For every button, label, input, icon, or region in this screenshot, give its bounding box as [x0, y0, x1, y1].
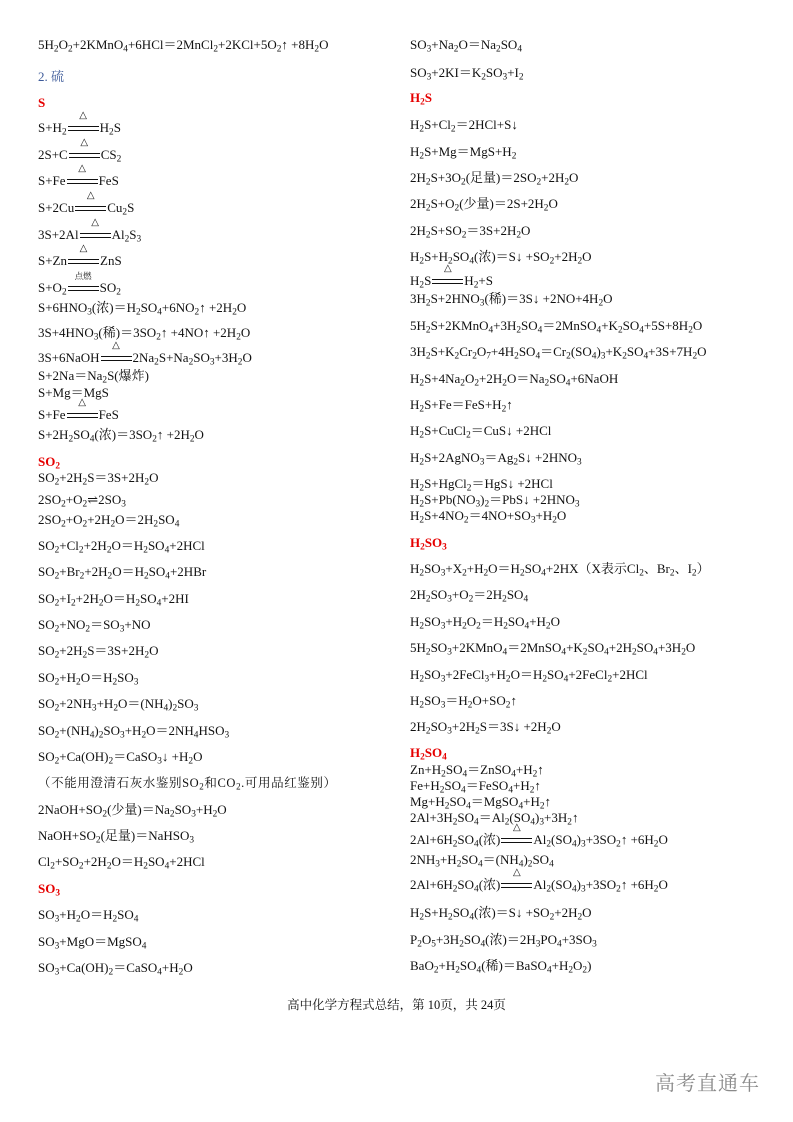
equation: $H_2S+4Na_2O_2+2H_2O=Na_2SO_4+6NaOH$ [410, 371, 619, 389]
reactants: $S+H_2$ [38, 120, 67, 138]
conditional-equation [410, 263, 493, 291]
reaction-condition-label: △ [78, 163, 86, 174]
watermark-text: 高考直通车 [655, 1071, 760, 1095]
conditional-equation [38, 340, 252, 368]
reactants: $H_2S$ [410, 273, 432, 291]
equation: $H_2S+CuCl_2=CuS↓ +2HCl$ [410, 423, 552, 441]
equation: $H_2S+2AgNO_3=Ag_2S↓ +2HNO_3$ [410, 450, 582, 468]
equation: $3H_2S+2HNO_3$(稀)＝3S↓ $+2NO+4H_2O$ [410, 291, 613, 309]
page-footer: 高中化学方程式总结，第 10页，共 24页 [287, 998, 506, 1012]
section-heading: $H_2SO_4$ [410, 745, 447, 763]
reaction-condition-label: △ [513, 822, 521, 833]
equation: $3H_2S+K_2Cr_2O_7+4H_2SO_4=Cr_2(SO_4)_3+K_2SO_4+3S+7H_2O$ [410, 344, 707, 362]
equation: $Mg+H_2SO_4=MgSO_4+H_2↑$ [410, 794, 552, 812]
reaction-condition-label: △ [443, 263, 452, 274]
double-line-sign [68, 286, 99, 291]
double-line-sign [67, 179, 98, 184]
reactants: 2S+C [38, 147, 68, 162]
equation: $H_2S+Mg=MgS+H_2$ [410, 144, 517, 162]
reactants: S+2Cu [38, 200, 75, 215]
products: $SO_2$ [99, 280, 121, 298]
equation: $2H_2S+3O_2$(足量)$=2SO_2+2H_2O$ [410, 170, 579, 188]
equation: $Cl_2+SO_2+2H_2O=H_2SO_4+2HCl$ [38, 854, 205, 872]
conditional-equation [38, 271, 121, 298]
equation: $2SO_2+O_2\rightleftharpoons 2SO_3$ [38, 492, 126, 510]
equation: $5H_2SO_3+2KMnO_4=2MnSO_4+K_2SO_4+2H_2SO_4+3H_2O$ [410, 640, 696, 658]
double-line-sign [68, 126, 99, 131]
reaction-condition-sign [68, 110, 99, 136]
equation: $S+6HNO_3$(浓)$=H_2SO_4+6NO_2↑ +2H_2O$ [38, 300, 247, 318]
equation: S+Mg＝MgS [38, 385, 109, 400]
double-line-sign [80, 233, 111, 238]
equation: $SO_3+2KI=K_2SO_3+I_2$ [410, 65, 524, 83]
double-line-sign [75, 206, 106, 211]
section-heading: $SO_2$ [38, 454, 61, 472]
reactants: 3S+6NaOH [38, 350, 100, 365]
equation: $SO_2+(NH_4)_2SO_3+H_2O=2NH_4HSO_3$ [38, 723, 230, 741]
reactants: 3S+2Al [38, 227, 79, 242]
conditional-equation [38, 243, 122, 269]
double-line-sign [69, 153, 100, 158]
conditional-equation [410, 822, 668, 850]
equation: $2H_2S+O_2$(少量)$=2S+2H_2O$ [410, 196, 558, 214]
double-line-sign [501, 838, 532, 843]
equation: $H_2S+H_2SO_4$(浓)＝S↓ $+SO_2+2H_2O$ [410, 905, 592, 923]
products: $H_2S$ [99, 120, 121, 138]
reactants: S+Fe [38, 173, 66, 188]
equation: $H_2SO_3=H_2O+SO_2↑$ [410, 693, 517, 711]
double-line-sign [101, 356, 132, 361]
conditional-equation [410, 867, 668, 895]
equation: $SO_2+2NH_3+H_2O=(NH_4)_2SO_3$ [38, 696, 199, 714]
reactants: $2Al+6H_2SO_4$(浓) [410, 832, 501, 850]
equation: $2Al+3H_2SO_4=Al_2(SO_4)_3+3H_2↑$ [410, 810, 579, 828]
conditional-equation [38, 397, 119, 423]
equation: $SO_3+MgO=MgSO_4$ [38, 934, 147, 952]
equation: $H_2S+Cl_2=2HCl+S↓$ [410, 117, 518, 135]
products: $Al_2S_3$ [111, 227, 142, 245]
products: $Cu_2S$ [107, 200, 135, 218]
equation: $5H_2S+2KMnO_4+3H_2SO_4=2MnSO_4+K_2SO_4+5S+8H_2O$ [410, 318, 703, 336]
reaction-condition-sign [67, 397, 98, 423]
equation: $SO_2+NO_2=SO_3+NO$ [38, 617, 151, 635]
note-text: （不能用澄清石灰水鉴别$SO_2$和$CO_2$.可用品红鉴别） [38, 776, 337, 792]
equation: $SO_2+2H_2S=3S+2H_2O$ [38, 643, 159, 661]
reaction-condition-sign [68, 243, 99, 269]
equation: $H_2SO_3+X_2+H_2O=H_2SO_4+2HX(X$表示$Cl_2$、$Br_2$、$I_2$） [410, 561, 710, 579]
equation: $SO_3+Ca(OH)_2=CaSO_4+H_2O$ [38, 960, 193, 978]
conditional-equation [38, 110, 121, 138]
reaction-condition-sign [67, 163, 98, 189]
equation: $NaOH+SO_2$(足量)＝NaHSO$_3$ [38, 828, 195, 846]
reactants: $S+O_2$ [38, 280, 67, 298]
section-heading: $H_2S$ [410, 90, 433, 108]
products: FeS [98, 173, 119, 188]
reaction-condition-sign [501, 822, 532, 848]
equation: $2H_2SO_3+2H_2S=3S↓ +2H_2O$ [410, 719, 561, 737]
equation: $SO_2+Cl_2+2H_2O=H_2SO_4+2HCl$ [38, 538, 205, 556]
equation: $H_2SO_3+2FeCl_3+H_2O=H_2SO_4+2FeCl_2+2HCl$ [410, 667, 648, 685]
equation: $2H_2S+SO_2=3S+2H_2O$ [410, 223, 531, 241]
equation: $BaO_2+H_2SO_4$(稀)$=BaSO_4+H_2O_2$) [410, 958, 592, 976]
equation: $SO_2+Br_2+2H_2O=H_2SO_4+2HBr$ [38, 564, 207, 582]
section-heading: S [38, 95, 46, 110]
equation: $S+2Na=Na_2S$(爆炸) [38, 368, 149, 386]
double-line-sign [432, 279, 463, 284]
equation: $3S+4HNO_3$(稀)$=3SO_2↑$ +4NO↑ $+2H_2O$ [38, 325, 251, 343]
double-line-sign [68, 259, 99, 264]
equation: $H_2S+H_2SO_4$(浓)＝S↓ $+SO_2+2H_2O$ [410, 249, 592, 267]
conditional-equation [38, 190, 135, 218]
equation: $Fe+H_2SO_4=FeSO_4+H_2↑$ [410, 778, 541, 796]
reaction-condition-sign [75, 190, 106, 216]
reaction-condition-sign [101, 340, 132, 366]
reaction-condition-label: △ [78, 397, 86, 408]
reaction-condition-sign [80, 217, 111, 243]
reactants: S+Zn [38, 253, 68, 268]
equation: $2H_2SO_3+O_2=2H_2SO_4$ [410, 587, 529, 605]
products: FeS [98, 407, 119, 422]
double-line-sign [67, 413, 98, 418]
reaction-condition-label: △ [513, 867, 521, 878]
reaction-condition-label: △ [79, 110, 87, 121]
reaction-condition-label: 点燃 [74, 271, 92, 281]
double-line-sign [501, 883, 532, 888]
chapter-title: 2. 硫 [38, 69, 65, 84]
conditional-equation [38, 163, 119, 189]
products: $H_2+S$ [464, 273, 493, 291]
conditional-equation [38, 217, 142, 245]
products: $2Na_2S+Na_2SO_3+3H_2O$ [132, 350, 252, 368]
conditional-equation [38, 137, 122, 165]
left-column [38, 0, 398, 990]
equation: $SO_2+H_2O=H_2SO_3$ [38, 670, 139, 688]
reaction-condition-sign [501, 867, 532, 893]
equation: $H_2SO_3+H_2O_2=H_2SO_4+H_2O$ [410, 614, 560, 632]
equation: $H_2S+Pb(NO_3)_2=PbS↓ +2HNO_3$ [410, 492, 580, 510]
products: ZnS [100, 253, 122, 268]
section-heading: $SO_3$ [38, 881, 61, 899]
equation: $SO_3+H_2O=H_2SO_4$ [38, 907, 139, 925]
equation: $Zn+H_2SO_4=ZnSO_4+H_2↑$ [410, 762, 544, 780]
equation: $2SO_2+O_2+2H_2O=2H_2SO_4$ [38, 512, 180, 530]
reaction-condition-label: △ [80, 137, 89, 148]
equation: $H_2S+HgCl_2=HgS↓ +2HCl$ [410, 476, 553, 494]
equation: $2NaOH+SO_2$(少量)$=Na_2SO_3+H_2O$ [38, 802, 227, 820]
products: $Al_2(SO_4)_3+3SO_2↑ +6H_2O$ [533, 832, 668, 850]
products: $Al_2(SO_4)_3+3SO_2↑ +6H_2O$ [533, 877, 668, 895]
reaction-condition-sign [68, 271, 99, 296]
equation: $P_2O_5+3H_2SO_4$(浓)$=2H_3PO_4+3SO_3$ [410, 932, 597, 950]
equation: $SO_2+2H_2S=3S+2H_2O$ [38, 470, 159, 488]
reactants: S+Fe [38, 407, 66, 422]
reaction-condition-sign [69, 137, 100, 163]
reaction-condition-label: △ [79, 243, 88, 254]
reaction-condition-sign [432, 263, 463, 289]
equation: $SO_2+Ca(OH)_2=CaSO_3↓ +H_2O$ [38, 749, 203, 767]
reaction-condition-label: △ [91, 217, 99, 228]
right-column [410, 0, 780, 990]
reaction-condition-label: △ [112, 340, 120, 351]
reaction-condition-label: △ [86, 190, 95, 201]
equation: $SO_3+Na_2O=Na_2SO_4$ [410, 37, 522, 55]
section-heading: $H_2SO_3$ [410, 535, 447, 553]
equation: $SO_2+I_2+2H_2O=H_2SO_4+2HI$ [38, 591, 189, 609]
equation: $H_2S+4NO_2=4NO+SO_3+H_2O$ [410, 508, 567, 526]
reactants: $2Al+6H_2SO_4$(浓) [410, 877, 501, 895]
equation: $H_2S+Fe=FeS+H_2↑$ [410, 397, 513, 415]
products: $CS_2$ [100, 147, 122, 165]
equation: $2NH_3+H_2SO_4=(NH_4)_2SO_4$ [410, 852, 554, 870]
equation: $5H_2O_2+2KMnO_4+6HCl=2MnCl_2+2KCl+5O_2↑ +8H_2O$ [38, 37, 329, 55]
equation: $S+2H_2SO_4$(浓)$=3SO_2↑ +2H_2O$ [38, 427, 204, 445]
